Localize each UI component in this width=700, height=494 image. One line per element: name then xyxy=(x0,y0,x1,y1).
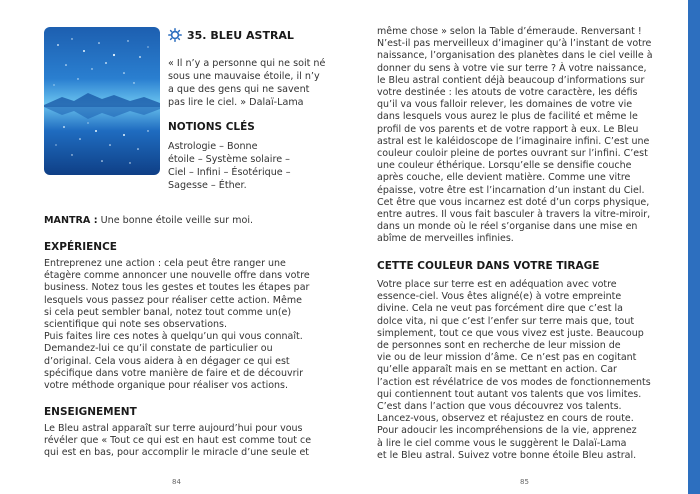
experience-heading: EXPÉRIENCE xyxy=(44,241,117,253)
enseignement-text: Le Bleu astral apparaît sur terre aujourd’hui pour vous révéler que « Tout ce qui est en haut est comme tout ce qui est en bas, pour accomplir le miracle d’une seule et xyxy=(44,423,312,459)
mantra-label: MANTRA : xyxy=(44,215,98,226)
notions-heading: NOTIONS CLÉS xyxy=(168,121,255,133)
experience-text: Entreprenez une action : cela peut être ranger une étagère comme annoncer une nouvelle offre dans votre business. Notez tous les gestes et toutes les étapes par lesquels vous passez pour réaliser cette action. Même si cela peut sembler banal, notez tout comme un(e) scientifique qui note ses observations. Puis faites lire ces notes à quelqu’un qui vous connaît. Demandez-lui ce qu’il constate de particulier ou d’original. Cela vous aidera à en dégager ce qui est spécifique dans votre manière de faire et de découvrir votre méthode organique pour réaliser vos actions. xyxy=(44,258,310,392)
enseignement-heading: ENSEIGNEMENT xyxy=(44,406,137,418)
left-page xyxy=(0,0,345,494)
right-page xyxy=(355,0,700,494)
page-number-left: 84 xyxy=(172,478,181,486)
mantra-text: Une bonne étoile veille sur moi. xyxy=(97,215,254,226)
tirage-text: Votre place sur terre est en adéquation avec votre essence-ciel. Vous êtes aligné(e) à votre empreinte divine. Cela ne veut pas forcément dire que c’est la dolce vita, ni que c’est l’enfer sur terre mais que, tout simplement, tout ce que vous vivez est juste. Beaucoup de personnes sont en recherche de leur mission de vie ou de leur mission d’âme. Ce n’est pas en cogitant qu’elle apparaît mais en se mettant en action. Car l’action est révélatrice de vos modes de fonctionnements qui contiennent tout autant vos talents que vos limites. C’est dans l’action que vous découvrez vos talents. Lancez-vous, observez et réajustez en cours de route. Pour adoucir les incompréhensions de la vie, apprenez à lire le ciel comme vous le suggèrent le Dalaï-Lama et le Bleu astral. Suivez votre bonne étoile Bleu astral. xyxy=(377,279,651,461)
destinee-text: même chose » selon la Table d’émeraude. Renversant ! N’est-il pas merveilleux d’imaginer qu’à l’instant de votre naissance, l’organisation des planètes dans le ciel veille à donner du sens à votre vie sur terre ? À votre naissance, le Bleu astral contient déjà beaucoup d’informations sur votre destinée : les atouts de votre caractère, les défis qu’il va vous falloir relever, les domaines de votre vie dans lesquels vous aurez le plus de facilité et même le profil de vos parents et de votre rapport à eux. Le Bleu astral est le kaléidoscope de l’imaginaire infini. C’est une couleur couloir pleine de portes ouvrant sur l’infini. C’est une couleur éthérique. Lorsqu’elle se densifie couche après couche, elle devient matière. Comme une vitre épaisse, votre être est l’incarnation d’un instant du Ciel. Cet être que vous incarnez est doté d’un corps physique, entre autres. Il vous fait basculer à travers la vitre-miroir, dans un monde où le réel s’organise dans une mise en abîme de merveilles infinies. xyxy=(377,26,653,245)
card-title xyxy=(168,28,328,42)
dalai-lama-quote: « Il n’y a personne qui ne soit né sous une mauvaise étoile, il n’y a que des gens qui ne savent pas lire le ciel. » Dalaï-Lama xyxy=(168,58,326,108)
sun-icon xyxy=(168,28,182,42)
notions-list: Astrologie – Bonne étoile – Système solaire – Ciel – Infini – Ésotérique – Sagesse – Éther. xyxy=(168,141,291,191)
mantra xyxy=(44,214,334,227)
bleu-astral-card-image xyxy=(44,27,160,175)
tirage-heading: CETTE COULEUR DANS VOTRE TIRAGE xyxy=(377,260,600,272)
starry-sky-illustration xyxy=(44,27,160,175)
page-number-right: 85 xyxy=(520,478,529,486)
page-edge-stripe xyxy=(688,0,700,494)
card-title-text: 35. BLEU ASTRAL xyxy=(187,28,294,42)
